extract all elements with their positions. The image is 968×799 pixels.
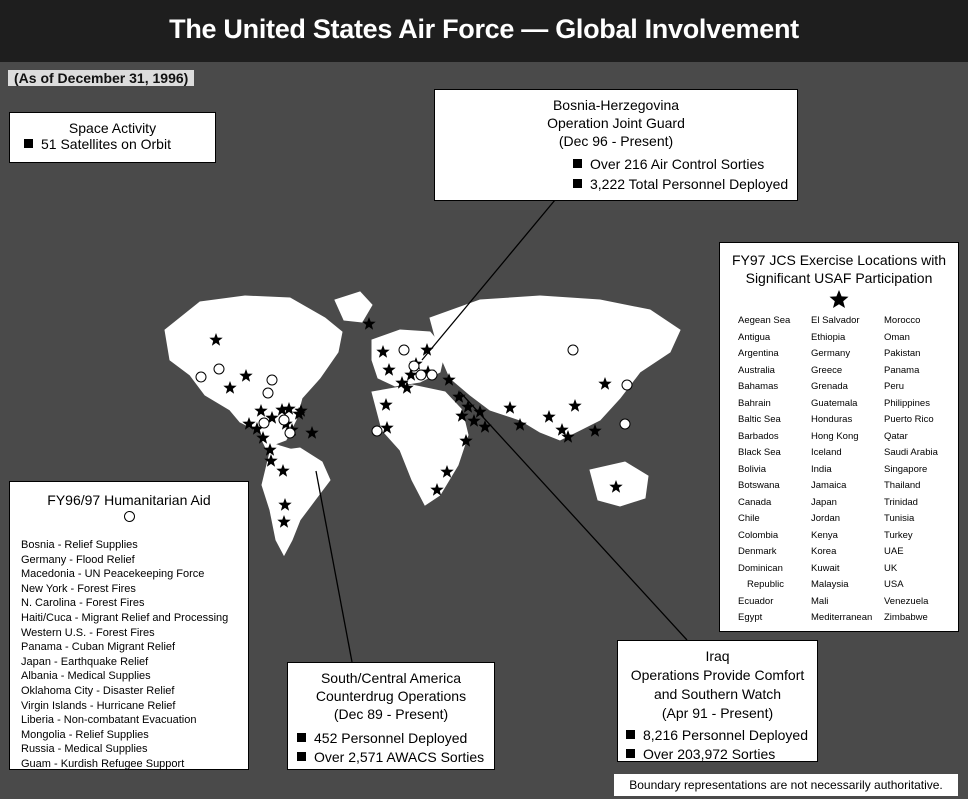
humanitarian-item: Bosnia - Relief Supplies — [21, 539, 138, 551]
page-title: The United States Air Force — Global Involvement — [0, 0, 968, 62]
fy97-location-column-2 — [811, 313, 884, 627]
exercise-star-marker — [452, 390, 465, 403]
exercise-star-marker — [305, 426, 318, 439]
fy97-location-column-1 — [738, 313, 811, 627]
legend-circle-icon — [124, 511, 135, 522]
fy97-location-item: Thailand — [884, 480, 921, 491]
humanitarian-circle-marker — [622, 380, 632, 390]
bosnia-stat-item: Over 216 Air Control Sorties — [573, 154, 797, 174]
fy97-location-item: Korea — [811, 546, 837, 557]
australia-landmass — [590, 462, 648, 506]
fy97-location-item: Puerto Rico — [884, 414, 934, 425]
south-central-america-callout-box — [287, 662, 495, 770]
fy97-location-item: Bahrain — [738, 397, 771, 409]
humanitarian-aid-box — [9, 481, 249, 770]
fy97-location-item: Greece — [811, 364, 843, 376]
fy97-location-item: UK — [884, 562, 898, 574]
humanitarian-item: Japan - Earthquake Relief — [21, 655, 149, 668]
sca-stat-item: 452 Personnel Deployed — [297, 729, 494, 748]
fy97-location-item: Chile — [738, 513, 760, 524]
fy97-location-item: Antigua — [738, 331, 771, 343]
bosnia-callout-box — [434, 89, 798, 201]
fy97-location-item: Jordan — [811, 513, 841, 524]
humanitarian-circle-marker — [196, 372, 206, 382]
humanitarian-circle-marker — [259, 418, 269, 428]
fy97-location-item: Egypt — [738, 612, 763, 623]
fy97-location-item: Turkey — [884, 529, 913, 541]
fy97-location-item: Canada — [738, 496, 772, 508]
fy97-location-item: Denmark — [738, 546, 777, 557]
fy97-location-item: India — [811, 463, 832, 475]
fy97-location-item: Barbados — [738, 430, 779, 442]
iraq-heading-line: and Southern Watch — [653, 686, 782, 702]
asia-landmass — [430, 296, 680, 440]
bosnia-heading-line: (Dec 96 - Present) — [558, 133, 674, 149]
fy97-location-item: Botswana — [738, 480, 780, 491]
humanitarian-item: Liberia - Non-combatant Evacuation — [21, 714, 197, 727]
humanitarian-circle-marker — [285, 428, 295, 438]
iraq-heading-line: Iraq — [705, 648, 730, 664]
fy97-location-item: Argentina — [738, 348, 779, 359]
humanitarian-circle-marker — [263, 388, 273, 398]
humanitarian-circle-marker — [568, 345, 578, 355]
humanitarian-item: Virgin Islands - Hurricane Relief — [21, 699, 176, 712]
humanitarian-circle-marker — [399, 345, 409, 355]
fy97-location-item: Kenya — [811, 529, 838, 541]
bullet-square-icon — [24, 139, 33, 148]
fy97-location-item: Honduras — [811, 414, 853, 425]
humanitarian-circle-marker — [279, 415, 289, 425]
fy97-location-item: Dominican — [738, 562, 783, 574]
humanitarian-item: Haiti/Cuca - Migrant Relief and Processing — [21, 611, 229, 624]
fy97-location-item: Black Sea — [738, 447, 781, 458]
iraq-callout-box — [617, 640, 818, 762]
fy97-location-item: Bahamas — [738, 381, 779, 392]
fy97-location-item: Qatar — [884, 430, 908, 442]
iraq-heading-line: Operations Provide Comfort — [630, 667, 805, 683]
exercise-star-marker — [478, 420, 491, 433]
fy97-location-item: Trinidad — [884, 496, 918, 508]
humanitarian-heading: FY96/97 Humanitarian Aid — [47, 492, 211, 508]
humanitarian-item: Mongolia - Relief Supplies — [21, 728, 149, 741]
fy97-location-item: Zimbabwe — [884, 612, 928, 623]
humanitarian-circle-marker — [267, 375, 277, 385]
fy97-location-item: Saudi Arabia — [884, 447, 938, 458]
humanitarian-item: Western U.S. - Forest Fires — [21, 626, 155, 639]
fy97-location-item: Republic — [747, 579, 784, 590]
humanitarian-item: Albania - Medical Supplies — [21, 670, 151, 683]
fy97-location-item: Bolivia — [738, 463, 766, 475]
space-activity-heading: Space Activity — [68, 120, 157, 136]
fy97-location-item: Malaysia — [811, 579, 849, 590]
bullet-square-icon — [573, 159, 582, 168]
fy97-location-item: Kuwait — [811, 562, 840, 574]
sca-heading-line: Counterdrug Operations — [315, 688, 467, 704]
fy97-location-item: Ecuador — [738, 595, 774, 607]
fy97-heading-line: FY97 JCS Exercise Locations with — [732, 252, 946, 268]
space-activity-box — [9, 112, 216, 163]
humanitarian-item: Guam - Kurdish Refugee Support — [21, 757, 185, 770]
fy97-location-item: Jamaica — [811, 480, 847, 491]
south-america-callout-line — [316, 471, 352, 662]
fy97-location-item: Morocco — [884, 315, 921, 326]
humanitarian-item: Oklahoma City - Disaster Relief — [21, 684, 175, 697]
greenland-landmass — [335, 292, 372, 322]
iraq-heading-line: (Apr 91 - Present) — [661, 705, 774, 721]
fy97-location-item: Australia — [738, 364, 775, 376]
fy97-location-item: Tunisia — [884, 513, 915, 524]
fy97-location-item: Mediterranean — [811, 612, 873, 623]
bullet-square-icon — [297, 733, 306, 742]
space-activity-item: 51 Satellites on Orbit — [24, 136, 215, 152]
fy97-heading-line: Significant USAF Participation — [745, 270, 933, 286]
humanitarian-circle-marker — [372, 426, 382, 436]
humanitarian-item: Germany - Flood Relief — [21, 553, 135, 566]
humanitarian-circle-marker — [620, 419, 630, 429]
bullet-square-icon — [626, 749, 635, 758]
sca-heading-line: (Dec 89 - Present) — [333, 706, 449, 722]
as-of-date: (As of December 31, 1996) — [8, 70, 194, 86]
exercise-star-marker — [588, 424, 601, 437]
fy97-location-column-3 — [884, 313, 957, 627]
humanitarian-item: Panama - Cuban Migrant Relief — [21, 641, 176, 654]
sca-stat-item: Over 2,571 AWACS Sorties — [297, 748, 494, 767]
fy97-location-item: USA — [884, 579, 904, 590]
humanitarian-item: Macedonia - UN Peacekeeping Force — [21, 568, 205, 581]
fy97-location-item: Iceland — [811, 447, 842, 458]
fy97-exercise-locations-box — [719, 242, 959, 632]
fy97-location-item: Pakistan — [884, 348, 921, 359]
iraq-stat-item: 8,216 Personnel Deployed — [626, 726, 817, 745]
fy97-location-item: Oman — [884, 331, 910, 343]
bosnia-stat-item: 3,222 Total Personnel Deployed — [573, 174, 797, 194]
bosnia-heading-line: Bosnia-Herzegovina — [552, 97, 680, 113]
fy97-location-item: Philippines — [884, 397, 930, 409]
fy97-location-item: Colombia — [738, 529, 779, 541]
bullet-square-icon — [573, 179, 582, 188]
fy97-location-item: Ethiopia — [811, 331, 846, 343]
humanitarian-circle-marker — [416, 370, 426, 380]
legend-star-icon — [720, 289, 958, 309]
fy97-location-item: UAE — [884, 546, 904, 557]
exercise-star-marker — [461, 400, 474, 413]
humanitarian-circle-marker — [409, 361, 419, 371]
humanitarian-item: N. Carolina - Forest Fires — [21, 597, 145, 610]
humanitarian-circle-marker — [427, 370, 437, 380]
fy97-location-item: El Salvador — [811, 315, 860, 326]
fy97-location-item: Guatemala — [811, 397, 858, 409]
humanitarian-item: Russia - Medical Supplies — [21, 743, 148, 756]
humanitarian-item: New York - Forest Fires — [21, 582, 136, 595]
humanitarian-list — [10, 538, 248, 772]
fy97-location-item: Mali — [811, 595, 829, 607]
fy97-location-item: Venezuela — [884, 595, 929, 607]
fy97-location-item: Japan — [811, 496, 837, 508]
bullet-square-icon — [297, 752, 306, 761]
fy97-location-item: Germany — [811, 348, 851, 359]
exercise-star-marker — [473, 405, 486, 418]
boundary-footnote: Boundary representations are not necessarily authoritative. — [614, 774, 958, 796]
fy97-location-item: Hong Kong — [811, 430, 859, 442]
fy97-location-item: Grenada — [811, 381, 848, 392]
fy97-location-item: Baltic Sea — [738, 414, 781, 425]
bosnia-heading-line: Operation Joint Guard — [547, 115, 685, 131]
bullet-square-icon — [626, 730, 635, 739]
fy97-location-item: Panama — [884, 364, 920, 376]
sca-heading-line: South/Central America — [320, 670, 462, 686]
iraq-stat-item: Over 203,972 Sorties — [626, 745, 817, 764]
fy97-location-item: Aegean Sea — [738, 315, 791, 326]
fy97-location-item: Peru — [884, 381, 905, 392]
humanitarian-circle-marker — [214, 364, 224, 374]
fy97-location-item: Singapore — [884, 463, 928, 475]
